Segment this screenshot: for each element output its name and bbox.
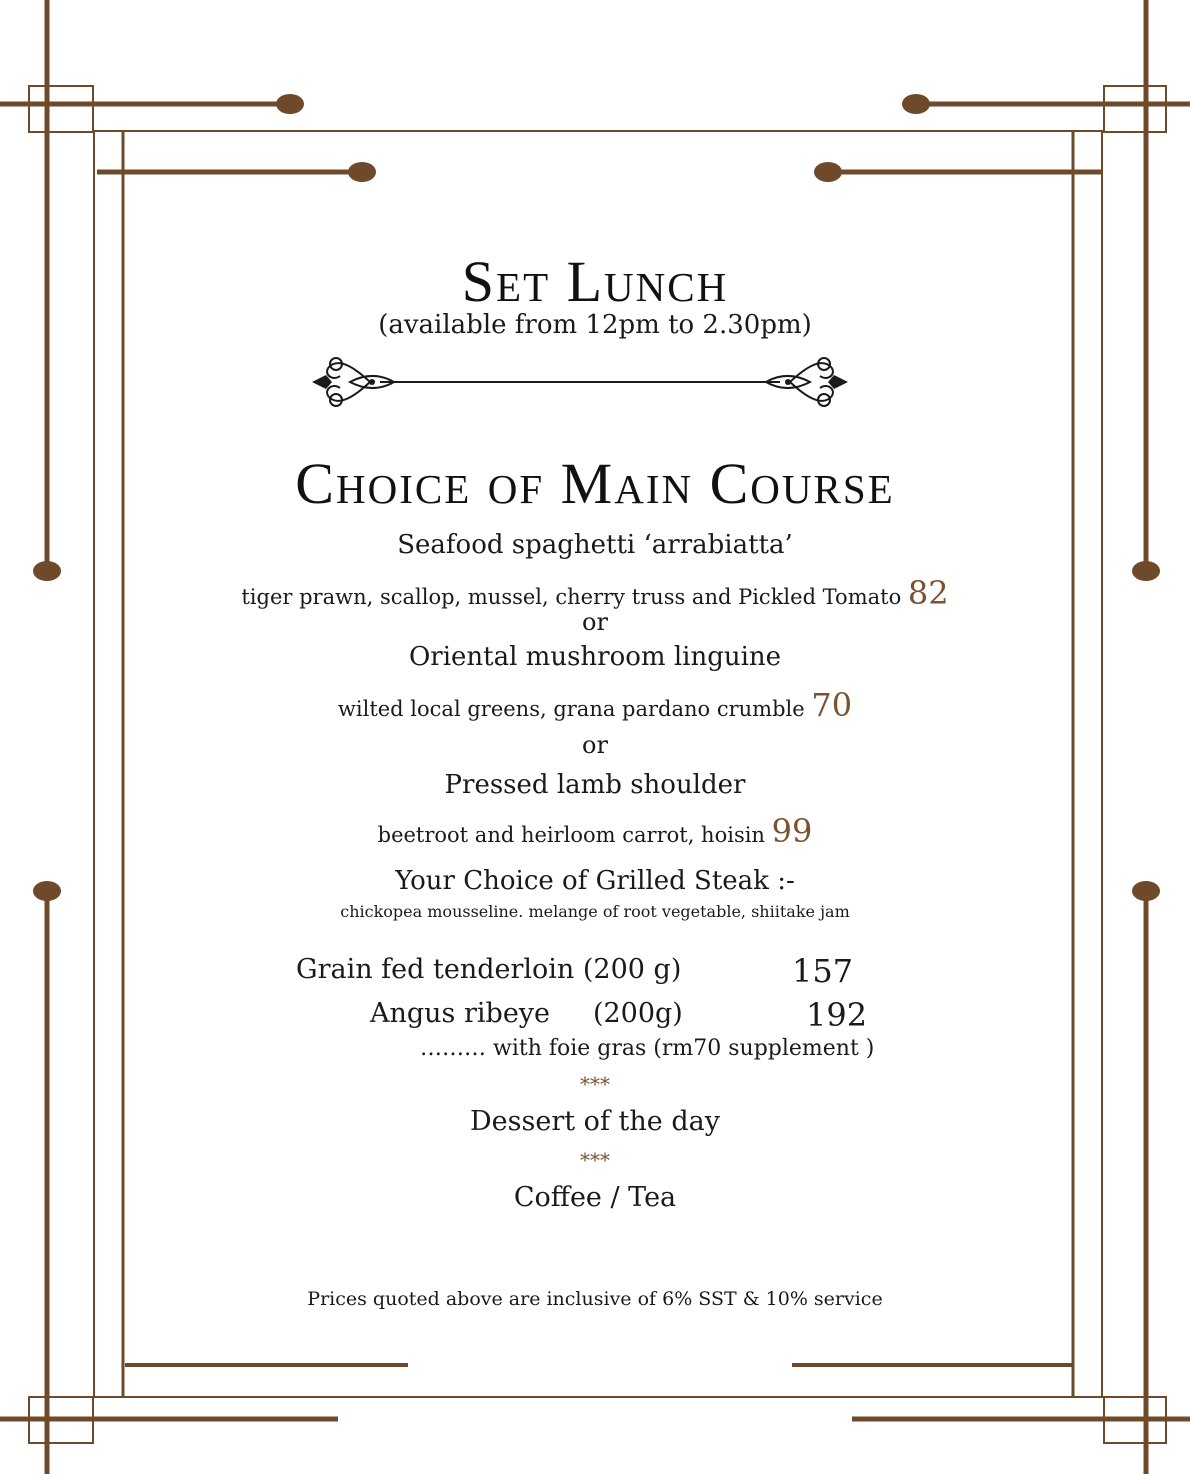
- divider-stars: ***: [580, 1148, 610, 1172]
- dessert-item: Dessert of the day: [470, 1106, 720, 1137]
- menu-item-line: [0, 574, 1190, 612]
- divider-stars: ***: [580, 1072, 610, 1096]
- steak-option-price: 157: [792, 952, 854, 990]
- steak-heading: Your Choice of Grilled Steak :-: [395, 866, 795, 896]
- steak-option-price: 192: [806, 996, 868, 1034]
- foie-gras-supplement: ……… with foie gras (rm70 supplement ): [420, 1036, 875, 1061]
- menu-item-name: Oriental mushroom linguine: [408, 642, 782, 672]
- steak-option-name: Angus ribeye (200g): [370, 998, 683, 1029]
- menu-item-price: 82: [907, 574, 949, 612]
- steak-description: chickopea mousseline. melange of root vegetable, shiitake jam: [340, 902, 850, 921]
- availability-subtitle: (available from 12pm to 2.30pm): [378, 310, 812, 340]
- menu-item-description: wilted local greens, grana pardano crumble: [337, 697, 805, 721]
- menu-item-line: [0, 812, 1190, 850]
- or-separator: or: [582, 731, 608, 759]
- menu-item-description: beetroot and heirloom carrot, hoisin: [377, 823, 765, 847]
- steak-option-name: Grain fed tenderloin (200 g): [296, 954, 682, 985]
- menu-item-name: Pressed lamb shoulder: [444, 770, 746, 800]
- or-separator: or: [582, 608, 608, 636]
- menu-item-price: 70: [811, 686, 853, 724]
- price-disclaimer: Prices quoted above are inclusive of 6% SST & 10% service: [307, 1288, 883, 1310]
- page-title: Set Lunch: [461, 249, 729, 314]
- ornament-divider: [310, 348, 850, 418]
- section-title: Choice of Main Course: [295, 451, 895, 516]
- menu-item-name: Seafood spaghetti ‘arrabiatta’: [397, 530, 793, 560]
- menu-item-line: [0, 686, 1190, 724]
- menu-item-price: 99: [771, 812, 813, 850]
- menu-item-description: tiger prawn, scallop, mussel, cherry truss and Pickled Tomato: [241, 585, 902, 609]
- beverage-item: Coffee / Tea: [513, 1182, 677, 1213]
